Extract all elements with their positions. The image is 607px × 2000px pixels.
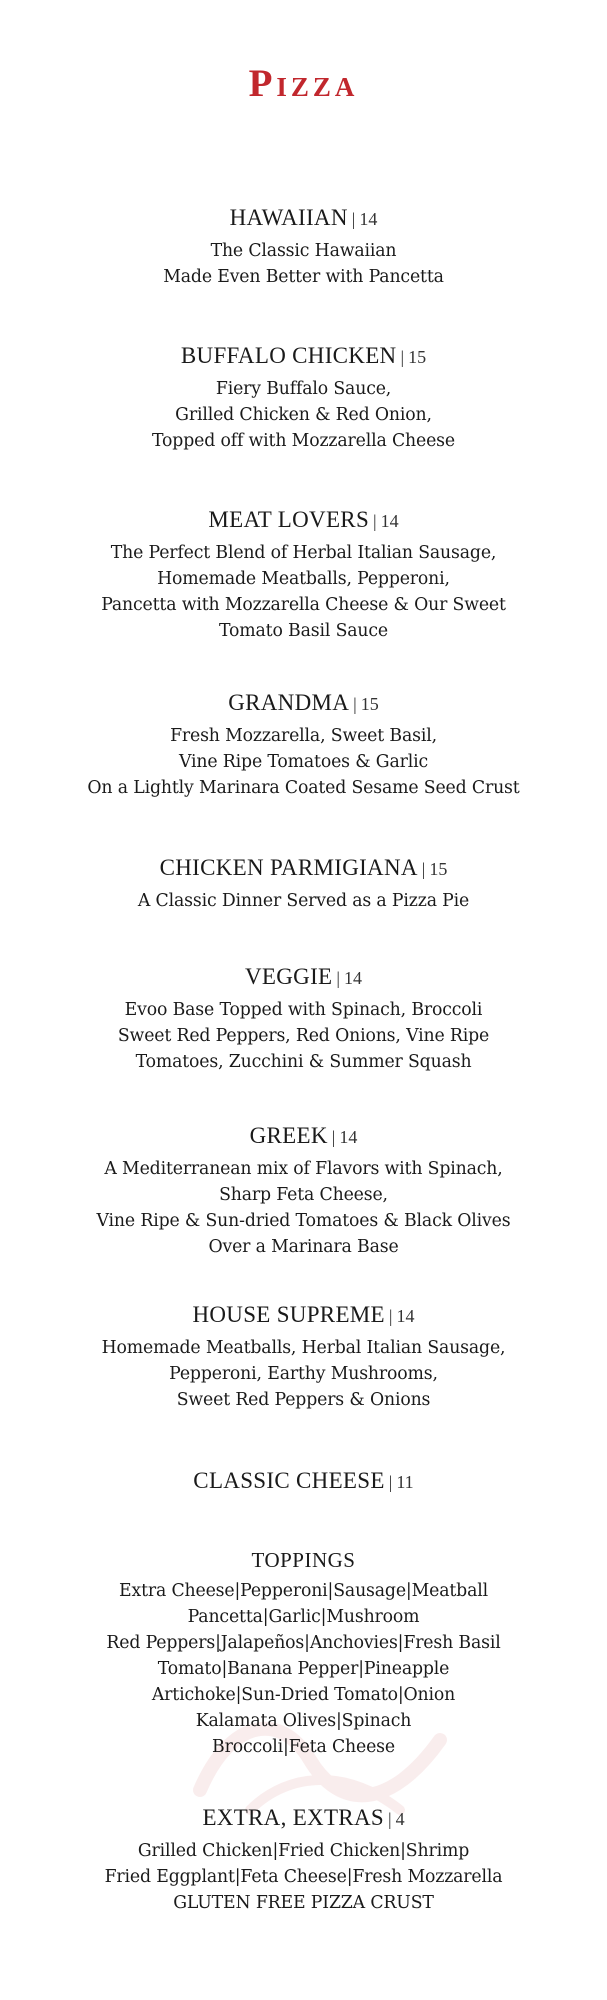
description-line: Pepperoni, Earthy Mushrooms, <box>169 1364 438 1384</box>
toppings-line: Tomato|Banana Pepper|Pineapple <box>157 1659 450 1679</box>
item-price: 14 <box>339 1127 358 1147</box>
menu-item-hawaiian <box>0 203 607 290</box>
item-heading <box>0 1803 607 1834</box>
item-description <box>0 238 607 290</box>
item-name: HAWAIIAN <box>229 205 348 230</box>
price-separator: | <box>336 968 340 988</box>
description-line: The Classic Hawaiian <box>210 241 397 261</box>
description-line: Grilled Chicken & Red Onion, <box>175 405 432 425</box>
description-line: On a Lightly Marinara Coated Sesame Seed Crust <box>87 778 520 798</box>
item-heading <box>0 505 607 536</box>
item-description <box>0 1156 607 1260</box>
extras-list <box>0 1838 607 1916</box>
description-line: Vine Ripe Tomatoes & Garlic <box>178 752 429 772</box>
description-line: Homemade Meatballs, Pepperoni, <box>157 569 450 589</box>
description-line: Pancetta with Mozzarella Cheese & Our Sweet <box>101 595 506 615</box>
item-name: MEAT LOVERS <box>208 507 370 532</box>
toppings-list <box>0 1578 607 1760</box>
menu-item-meat-lovers <box>0 505 607 644</box>
item-name: GRANDMA <box>228 690 350 715</box>
toppings-line: Kalamata Olives|Spinach <box>195 1711 412 1731</box>
toppings-line: Pancetta|Garlic|Mushroom <box>187 1607 420 1627</box>
description-line: Over a Marinara Base <box>208 1237 399 1257</box>
menu-item-house-supreme <box>0 1300 607 1413</box>
item-description <box>0 723 607 801</box>
description-line: Made Even Better with Pancetta <box>163 267 444 287</box>
item-price: 15 <box>408 347 427 367</box>
description-line: The Perfect Blend of Herbal Italian Sausage, <box>110 543 497 563</box>
extras-line: GLUTEN FREE PIZZA CRUST <box>173 1893 434 1913</box>
item-price: 14 <box>380 511 399 531</box>
extras-line: Fried Eggplant|Feta Cheese|Fresh Mozzarella <box>104 1867 503 1887</box>
item-price: 15 <box>360 694 379 714</box>
toppings-line: Extra Cheese|Pepperoni|Sausage|Meatball <box>119 1581 488 1601</box>
item-heading <box>0 203 607 234</box>
price-separator: | <box>331 1127 336 1147</box>
item-description <box>0 376 607 454</box>
item-price: 15 <box>429 859 448 879</box>
item-name: HOUSE SUPREME <box>192 1302 385 1327</box>
price-separator: | <box>387 1809 392 1829</box>
item-heading <box>0 341 607 372</box>
price-separator: | <box>388 1306 393 1326</box>
item-description <box>0 540 607 644</box>
menu-item-classic-cheese <box>0 1466 607 1497</box>
menu-item-chicken-parmigiana <box>0 853 607 914</box>
description-line: Homemade Meatballs, Herbal Italian Sausage, <box>101 1338 506 1358</box>
item-price: 14 <box>344 968 362 988</box>
item-name: EXTRA, EXTRAS <box>202 1805 384 1830</box>
description-line: Evoo Base Topped with Spinach, Broccoli <box>124 1000 483 1020</box>
description-line: Sharp Feta Cheese, <box>219 1185 388 1205</box>
item-price: 14 <box>359 209 378 229</box>
description-line: Tomato Basil Sauce <box>218 621 388 641</box>
item-price: 11 <box>396 1472 414 1492</box>
item-heading <box>0 962 607 993</box>
description-line: A Classic Dinner Served as a Pizza Pie <box>137 891 470 911</box>
extras-section <box>0 1803 607 1916</box>
price-separator: | <box>388 1472 393 1492</box>
description-line: A Mediterranean mix of Flavors with Spinach, <box>104 1159 503 1179</box>
item-heading <box>0 1300 607 1331</box>
description-line: Fiery Buffalo Sauce, <box>215 379 392 399</box>
toppings-heading: TOPPINGS <box>251 1548 356 1572</box>
extras-line: Grilled Chicken|Fried Chicken|Shrimp <box>137 1841 470 1861</box>
toppings-line: Broccoli|Feta Cheese <box>212 1737 395 1757</box>
menu-item-greek <box>0 1121 607 1260</box>
price-separator: | <box>351 209 356 229</box>
price-separator: | <box>373 511 377 531</box>
item-heading <box>0 688 607 719</box>
page-title: Pizza <box>248 62 359 105</box>
item-name: CHICKEN PARMIGIANA <box>159 855 418 880</box>
item-price: 14 <box>396 1306 415 1326</box>
item-name: VEGGIE <box>245 964 333 989</box>
item-description <box>0 997 607 1075</box>
item-heading <box>0 853 607 884</box>
item-name: BUFFALO CHICKEN <box>180 343 397 368</box>
item-description <box>0 1335 607 1413</box>
toppings-line: Artichoke|Sun-Dried Tomato|Onion <box>151 1685 456 1705</box>
description-line: Sweet Red Peppers & Onions <box>176 1390 431 1410</box>
price-separator: | <box>353 694 357 714</box>
price-separator: | <box>400 347 405 367</box>
description-line: Sweet Red Peppers, Red Onions, Vine Ripe <box>117 1026 490 1046</box>
description-line: Fresh Mozzarella, Sweet Basil, <box>170 726 437 746</box>
item-name: GREEK <box>249 1123 328 1148</box>
item-description <box>0 888 607 914</box>
item-heading <box>0 1121 607 1152</box>
price-separator: | <box>421 859 426 879</box>
item-name: CLASSIC CHEESE <box>193 1468 385 1493</box>
description-line: Vine Ripe & Sun-dried Tomatoes & Black Olives <box>96 1211 511 1231</box>
menu-item-grandma <box>0 688 607 801</box>
menu-item-veggie <box>0 962 607 1075</box>
toppings-section <box>0 1546 607 1760</box>
menu-item-buffalo-chicken <box>0 341 607 454</box>
toppings-line: Red Peppers|Jalapeños|Anchovies|Fresh Basil <box>106 1633 501 1653</box>
description-line: Tomatoes, Zucchini & Summer Squash <box>135 1052 472 1072</box>
item-price: 4 <box>395 1809 405 1829</box>
item-heading <box>0 1466 607 1497</box>
description-line: Topped off with Mozzarella Cheese <box>152 431 455 451</box>
